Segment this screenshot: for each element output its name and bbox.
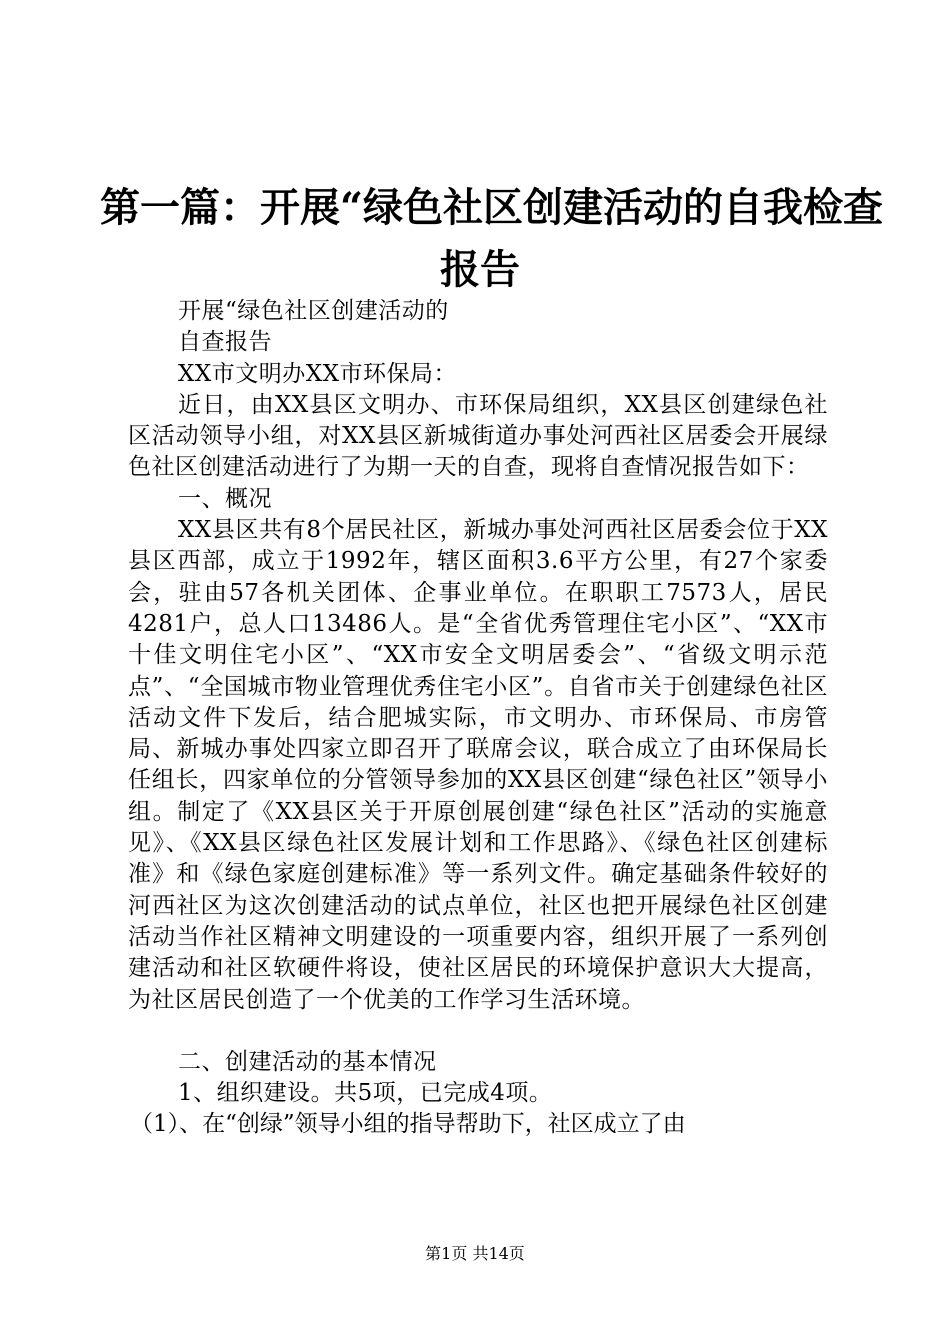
- document-title-line-2: 报告: [440, 246, 520, 293]
- item-1-paragraph: （1）、在“创绿”领导小组的指导帮助下，社区成立了由: [130, 1111, 686, 1138]
- document-body: [128, 296, 828, 1141]
- page-footer: 第1页 共14页: [425, 1244, 525, 1263]
- document-title-line-1: 第一篇：开展“绿色社区创建活动的自我检查: [100, 184, 884, 231]
- subsection-organization: 1、组织建设。共5项，已完成4项。: [178, 1080, 553, 1107]
- section-heading-overview: 一、概况: [178, 485, 272, 512]
- subtitle-line-1: 开展“绿色社区创建活动的: [178, 298, 449, 324]
- intro-paragraph: 近日，由XX县区文明办、市环保局组织，XX县区创建绿色社区活动领导小组，对XX县区新城街道办事处河西社区居委会开展绿色社区创建活动进行了为期一天的自查，现将自查情况报告如下：: [128, 391, 828, 481]
- overview-paragraph: XX县区共有8个居民社区，新城办事处河西社区居委会位于XX县区西部，成立于1992年，辖区面积3.6平方公里，有27个家委会，驻由57各机关团体、企事业单位。在职职工7573人，居民4281户，总人口13486人。是“全省优秀管理住宅小区”、“XX市十佳文明住宅小区”、“XX市安全文明居委会”、“省级文明示范点”、“全国城市物业管理优秀住宅小区”。自省市关于创建绿色社区活动文件下发后，结合肥城实际，市文明办、市环保局、市房管局、新城办事处四家立即召开了联席会议，联合成立了由环保局长任组长，四家单位的分管领导参加的XX县区创建“绿色社区”领导小组。制定了《XX县区关于开原创展创建“绿色社区”活动的实施意见》、《XX县区绿色社区发展计划和工作思路》、《绿色社区创建标准》和《绿色家庭创建标准》等一系列文件。确定基础条件较好的河西社区为这次创建活动的试点单位，社区也把开展绿色社区创建活动当作社区精神文明建设的一项重要内容，组织开展了一系列创建活动和社区软硬件将设，使社区居民的环境保护意识大大提高，为社区居民创造了一个优美的工作学习生活环境。: [128, 517, 828, 1013]
- subtitle-line-2: 自查报告: [178, 329, 272, 356]
- salutation: XX市文明办XX市环保局：: [178, 360, 457, 387]
- section-heading-basic-situation: 二、创建活动的基本情况: [178, 1048, 437, 1075]
